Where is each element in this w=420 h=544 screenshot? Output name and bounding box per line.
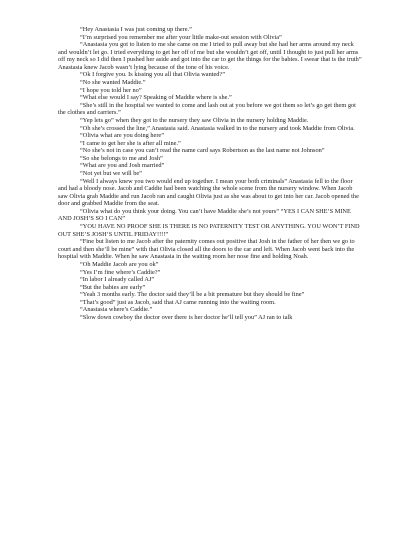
paragraph: “That’s good” just as Jacob, said that AJ came running into the waiting room. [80, 298, 276, 306]
paragraph: “No she’s not in case you can’t read the name card says Robertson as the last name not Johnson” [80, 147, 325, 155]
paragraph: “Olivia what do you think your doing. You can’t have Maddie she’s not yours” “YES I CAN SHE’S MINE AND JOSH’S SO I CAN” [58, 207, 351, 223]
paragraph: “I came to get her she is after all mine.” [80, 139, 181, 147]
paragraph: “Hey Anastasia I was just coming up there.” [80, 26, 192, 33]
paragraph: “I hope you told her no” [80, 86, 142, 94]
paragraph: “Anastasia you got to listen to me she came on me I tried to pull away but she had her arms around my neck and wouldn’t let go. I tried everything to get her off of me but she wouldn’t get off, until I thought to just pull her arms off my neck so I did then I pushed her aside and got into the car to get the things for the babies. I swear that is the truth” Anastasia knew Jacob wasn’t lying because of the tone of his voice. [58, 41, 362, 71]
paragraph: “YOU HAVE NO PROOF SHE IS THERE IS NO PATERNITY TEST OR ANYTHING. YOU WON’T FIND OUT SHE’S JOSH’S UNTIL FRIDAY!!!!” [58, 223, 360, 238]
paragraph: “Yes I’m fine where’s Caddie?” [80, 268, 161, 276]
paragraph: “Anastasia where’s Caddie.” [80, 306, 153, 314]
paragraph: “But the babies are early” [80, 283, 146, 291]
paragraph: “So she belongs to me and Josh” [80, 154, 163, 162]
paragraph: “Well I always knew you two would end up together. I mean your both criminals” Anastasia fell to the floor and had a bloody nose. Jacob and Caddie had been watching the whole scene from the nursery window. When Jacob saw Olivia grab Maddie and run Jacob ran and caught Olivia just as she was about to get into her car. Jacob opened the door and grabbed Maddie from the seat. [58, 177, 359, 208]
paragraph: “Yep lets go” when they got to the nursery they saw Olivia in the nursery holding Maddie. [80, 116, 309, 124]
paragraph: “Olivia what are you doing here” [80, 132, 165, 140]
paragraph: “Yeah 3 months early. The doctor said they’ll be a bit premature but they should be fine” [80, 291, 305, 299]
paragraph: “Not yet but we will be” [80, 169, 142, 177]
story-text [58, 26, 362, 322]
paragraph: “Oh she’s crossed the line,” Anastasia said. Anastasia walked in to the nursery and took Maddie from Olivia. [80, 124, 355, 132]
paragraph: “What else would I say? Speaking of Maddie where is she.” [80, 94, 232, 102]
paragraph: “I’m surprised you remember me after your little make-out session with Olivia” [80, 33, 282, 41]
paragraph: “What are you and Josh married” [80, 162, 165, 170]
paragraph: “Slow down cowboy the doctor over there is her doctor he’ll tell you” AJ ran to talk [80, 313, 293, 321]
paragraph: “In labor I already called AJ” [80, 276, 155, 284]
paragraph: “Ok I forgive you. Is kissing you all that Olivia wanted?” [80, 71, 226, 79]
paragraph: “No she wanted Maddie.” [80, 79, 146, 87]
paragraph: “She’s still in the hospital we wanted to come and lash out at you before we got them so let’s go get them got the clothes and carriers.” [58, 101, 356, 117]
paragraph: “Fine but listen to me Jacob after the paternity comes out positive that Josh in the father of her then we go to court and then she’ll be mine” with that Olivia closed all the doors to the car and left. When Jacob went back into the hospital with Maddie. When he saw Anastasia in the waiting room her nose fine and holding Noah. [58, 238, 355, 261]
paragraph: “Oh Maddie Jacob are you ok” [80, 260, 159, 268]
